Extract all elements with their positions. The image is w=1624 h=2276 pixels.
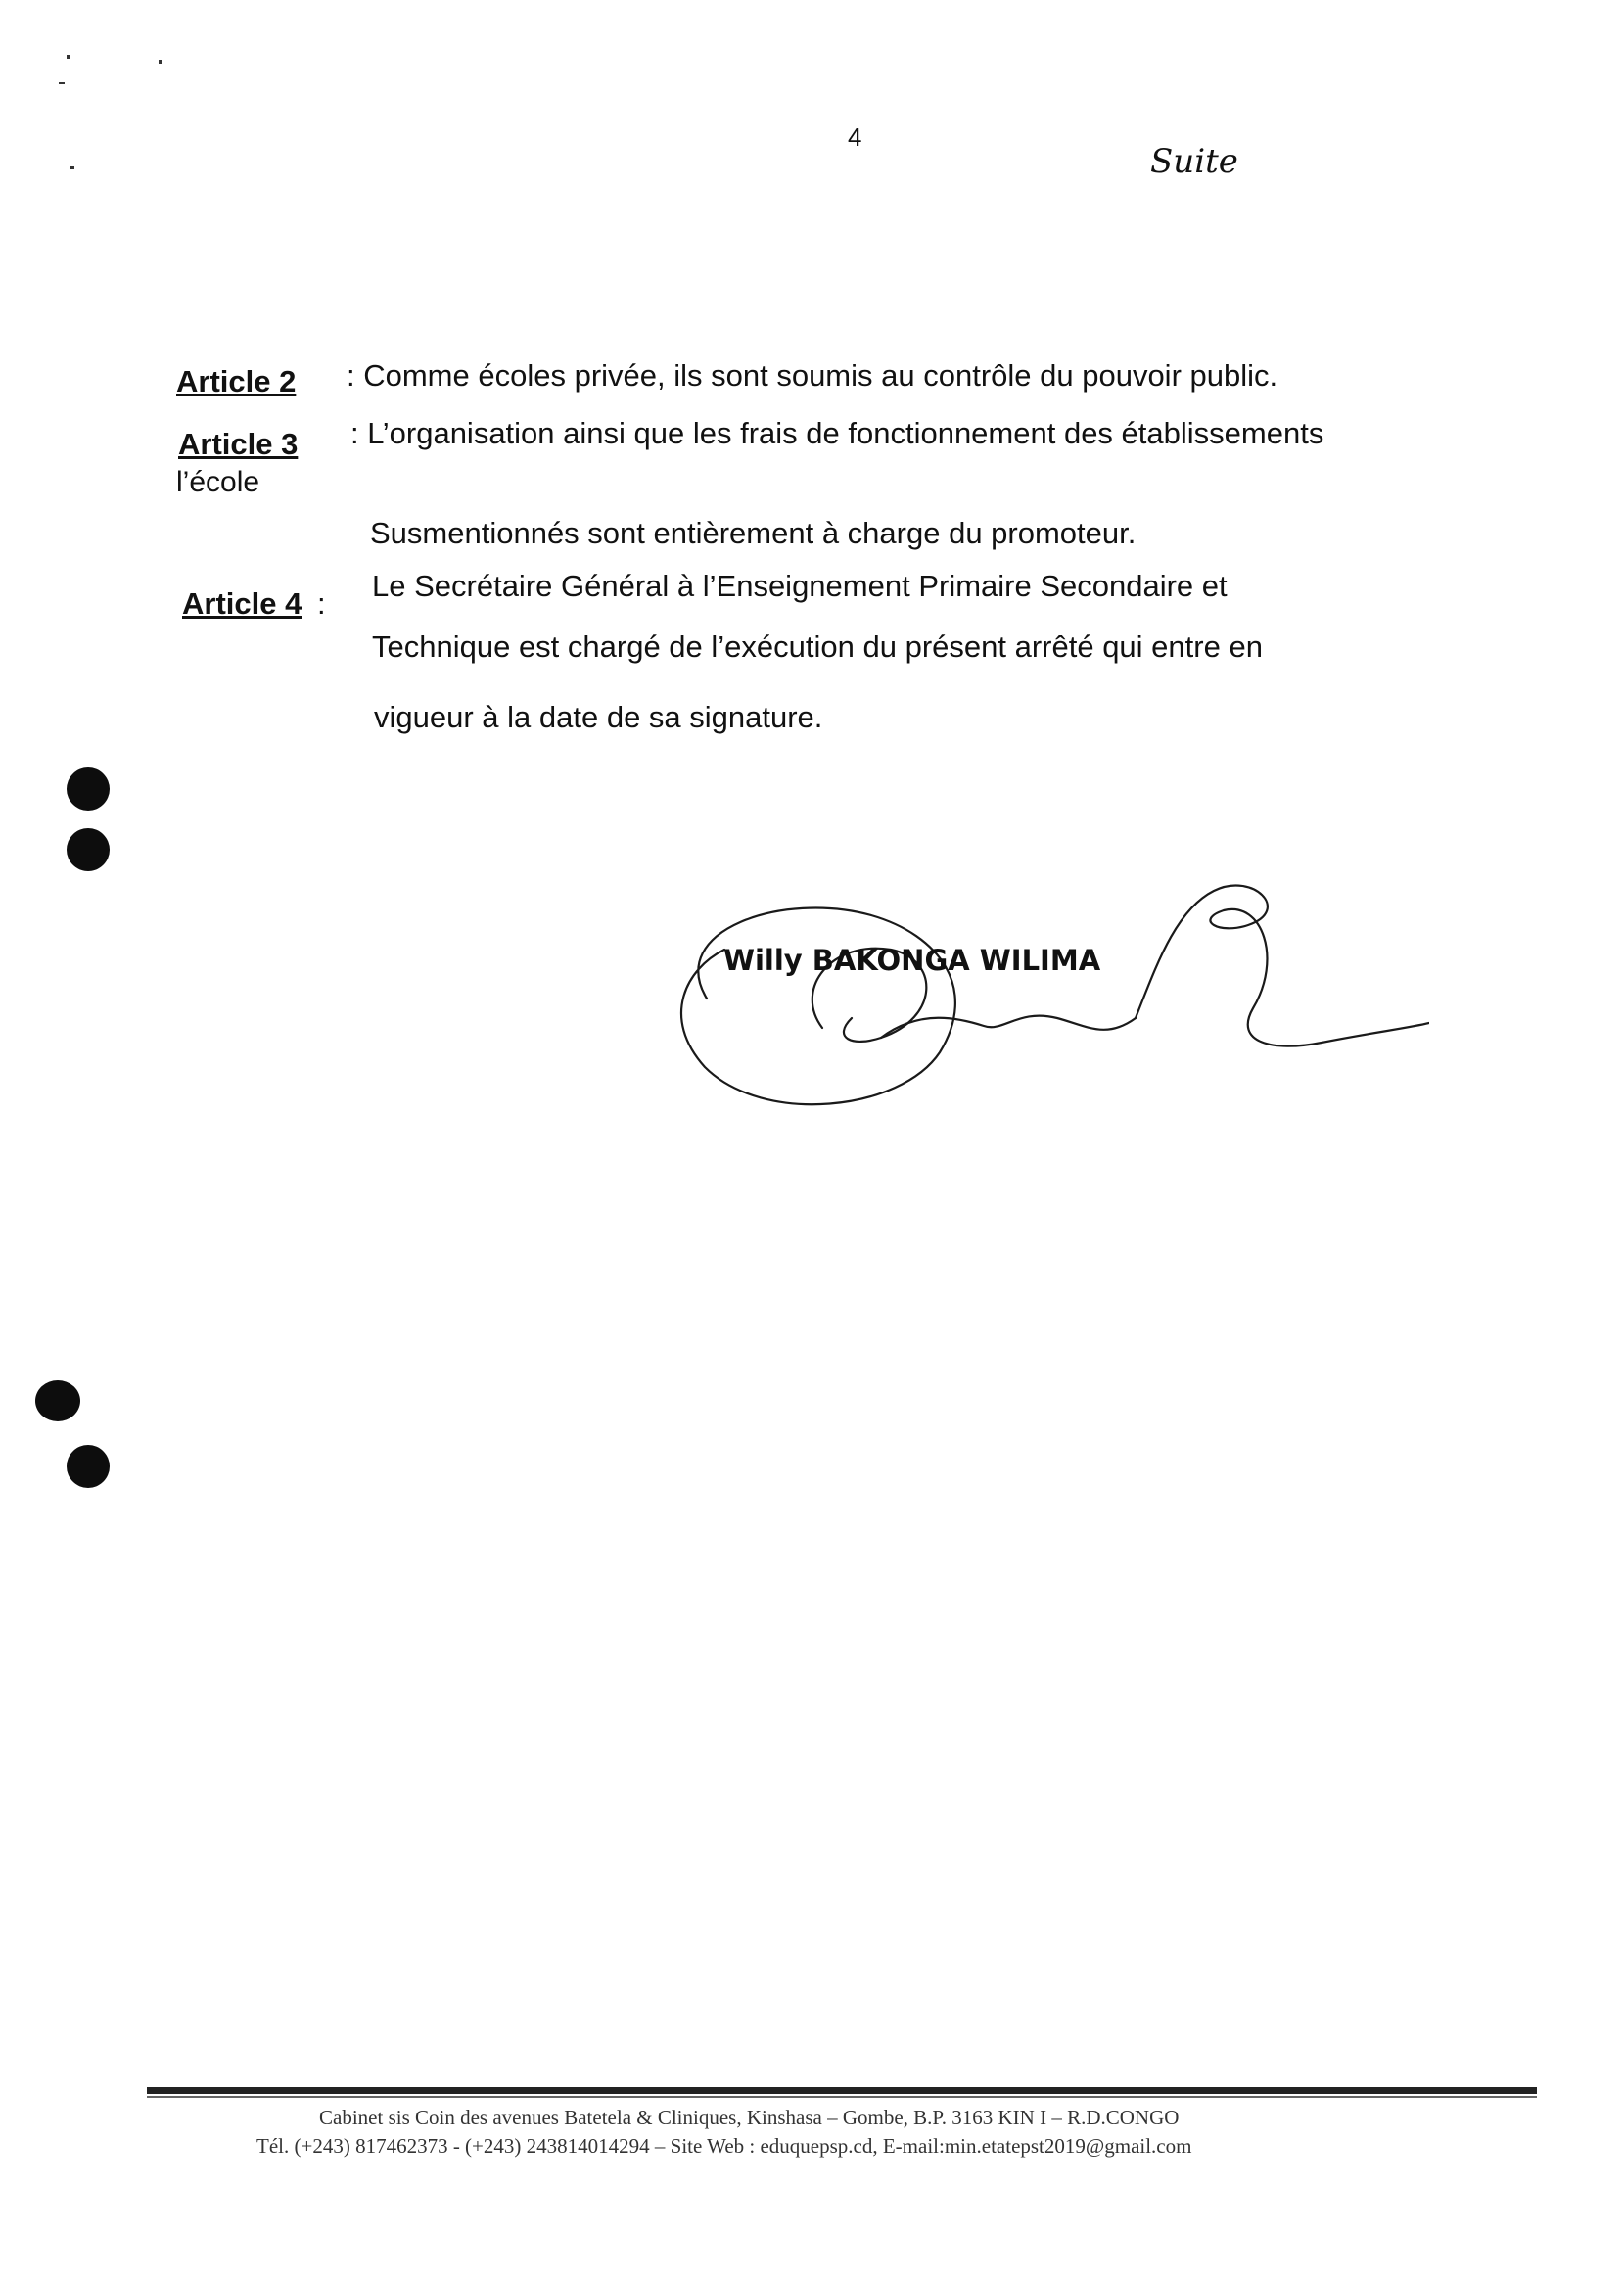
scan-speck (159, 60, 162, 64)
article-4-line-3: vigueur à la date de sa signature. (374, 700, 823, 734)
article-4-line-1: Le Secrétaire Général à l’Enseignement Primaire Secondaire et (372, 569, 1228, 603)
article-3-label: Article 3 (178, 427, 299, 461)
footer-rule (147, 2087, 1537, 2094)
article-4-line-2: Technique est chargé de l’exécution du présent arrêté qui entre en (372, 629, 1263, 664)
scan-speck (59, 82, 65, 84)
footer-contact: Tél. (+243) 817462373 - (+243) 243814014294 – Site Web : eduquepsp.cd, E-mail:min.etatepst2019@gmail.com (256, 2134, 1192, 2158)
article-4-colon: : (317, 586, 326, 621)
article-3-line-1: : L’organisation ainsi que les frais de fonctionnement des établissements (350, 416, 1324, 450)
article-2-text: : Comme écoles privée, ils sont soumis au contrôle du pouvoir public. (347, 358, 1278, 393)
article-3-line-ecole: l’école (176, 466, 260, 498)
footer-rule-thin (147, 2096, 1537, 2098)
scan-speck (70, 166, 74, 169)
punch-hole (67, 767, 110, 811)
punch-hole (67, 828, 110, 871)
signatory-name: Willy BAKONGA WILIMA (723, 944, 1101, 977)
article-2-label: Article 2 (176, 364, 297, 398)
punch-hole (67, 1445, 110, 1488)
suite-annotation: Suite (1150, 142, 1238, 181)
footer-address: Cabinet sis Coin des avenues Batetela & Cliniques, Kinshasa – Gombe, B.P. 3163 KIN I – R.D.CONGO (319, 2106, 1180, 2129)
article-4-label: Article 4 (182, 586, 302, 621)
article-3-line-2: Susmentionnés sont entièrement à charge du promoteur. (370, 516, 1137, 550)
page-number: 4 (848, 122, 862, 152)
scan-speck (67, 55, 70, 59)
punch-hole (35, 1380, 80, 1421)
handwritten-signature (646, 871, 1429, 1136)
